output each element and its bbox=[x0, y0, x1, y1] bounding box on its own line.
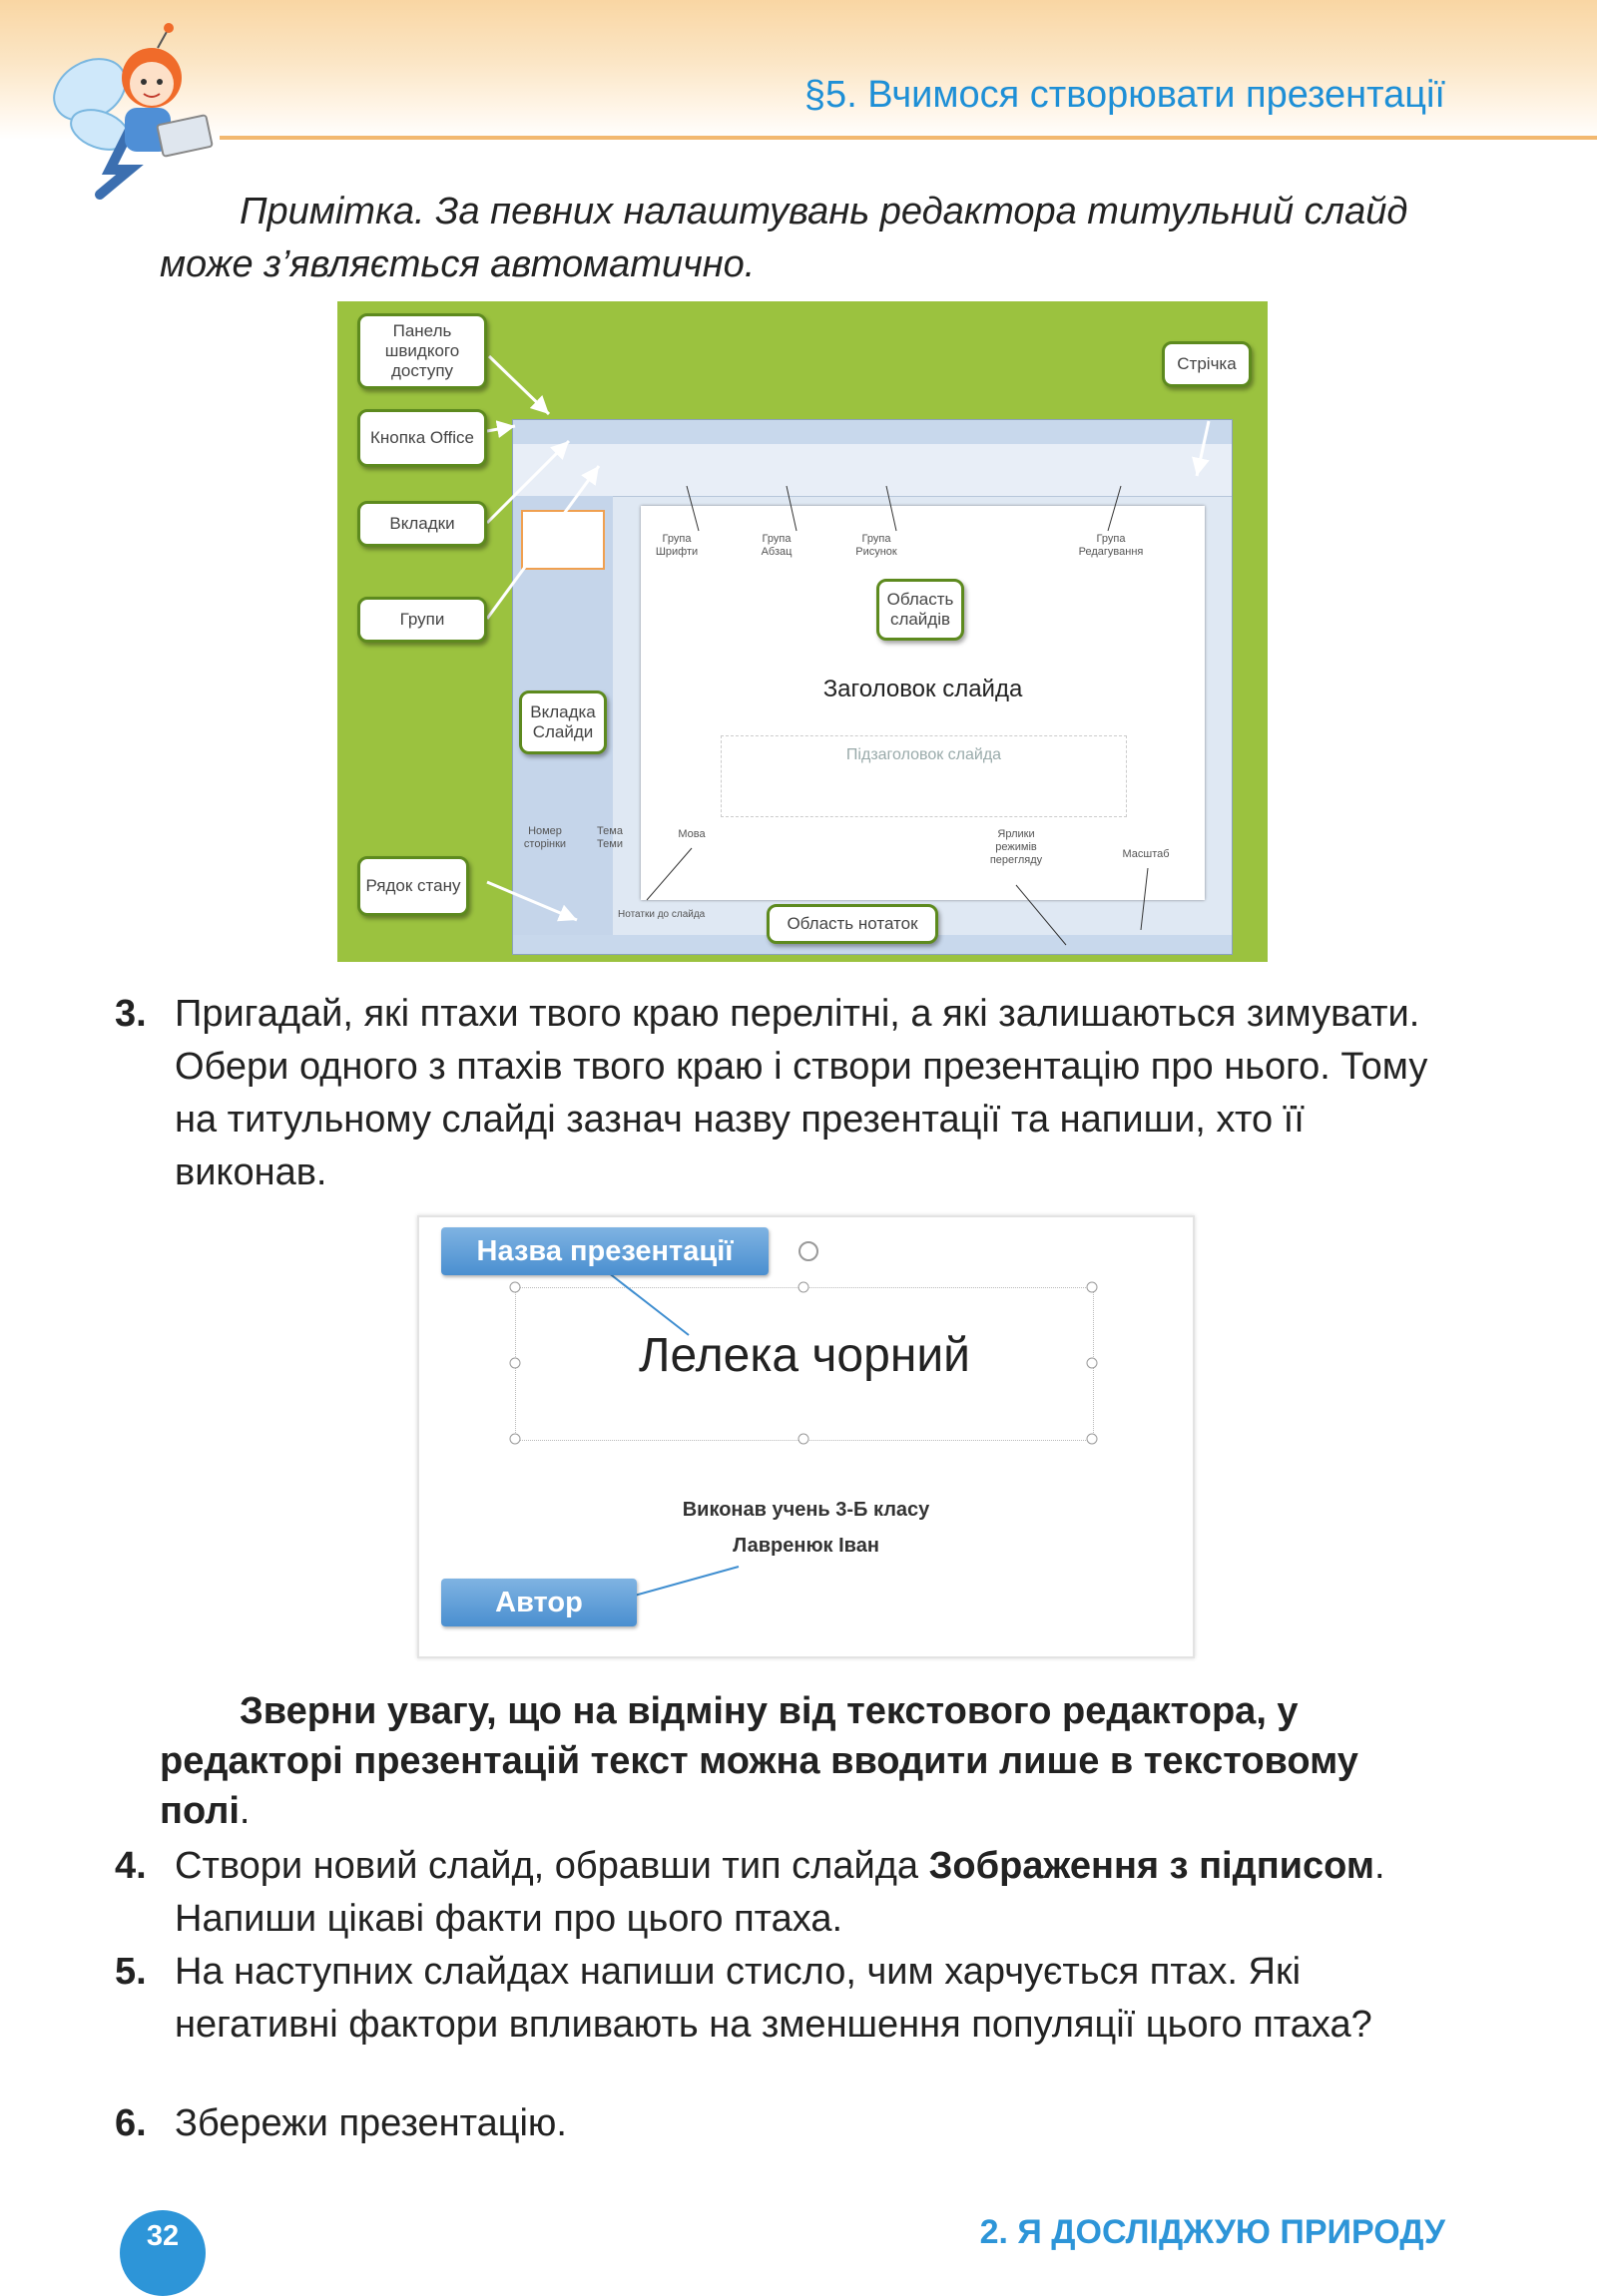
label-drawing-group: Група Рисунок bbox=[855, 533, 897, 558]
label-editing-group: Група Редагування bbox=[1078, 533, 1144, 558]
page-number: 32 bbox=[120, 2210, 206, 2296]
task-6-number: 6. bbox=[115, 2102, 147, 2144]
slide-title-placeholder: Заголовок слайда bbox=[822, 676, 1023, 702]
header-divider bbox=[220, 136, 1597, 140]
attention-period: . bbox=[239, 1790, 251, 1832]
task-3-text: Пригадай, які птахи твого краю перелітні, а які залишаються зимувати. Обери одного з птахів твого краю і створи презентацію про нього. Тому на титульному слайді зазнач назву презентації та напиши, хто її виконав. bbox=[175, 993, 1428, 1193]
slide-subtitle-placeholder: Підзаголовок слайда bbox=[845, 746, 1002, 763]
attention-paragraph bbox=[160, 1686, 1442, 1836]
label-slide-number: Номер сторінки bbox=[523, 825, 567, 850]
callout-office-button: Кнопка Office bbox=[357, 409, 487, 467]
label-language: Мова bbox=[678, 828, 706, 840]
task-5 bbox=[115, 1946, 1442, 2052]
task-4-text-start: Створи новий слайд, обравши тип слайда bbox=[175, 1845, 929, 1887]
callout-status-bar: Рядок стану bbox=[357, 856, 469, 916]
chapter-title: §5. Вчимося створювати презентації bbox=[803, 74, 1445, 116]
task-6 bbox=[115, 2097, 1442, 2150]
callout-ribbon: Стрічка bbox=[1162, 341, 1252, 387]
header-band bbox=[0, 0, 1597, 140]
fairy-mascot-icon bbox=[40, 20, 230, 200]
author-line-1: Виконав учень 3-Б класу bbox=[682, 1499, 930, 1521]
author-line-2: Лавренюк Іван bbox=[733, 1535, 879, 1557]
label-paragraph-group: Група Абзац bbox=[761, 533, 793, 558]
callout-notes-area: Область нотаток bbox=[767, 904, 938, 944]
task-4 bbox=[115, 1840, 1442, 1946]
task-6-text: Збережи презентацію. bbox=[175, 2102, 567, 2144]
callout-slides-tab: Вкладка Слайди bbox=[519, 690, 607, 754]
title-slide-screenshot bbox=[417, 1215, 1195, 1658]
task-5-text: На наступних слайдах напиши стисло, чим харчується птах. Які негативні фактори впливають на зменшення популяції цього птаха? bbox=[175, 1951, 1372, 2046]
label-zoom: Масштаб bbox=[1122, 848, 1170, 860]
task-5-number: 5. bbox=[115, 1951, 147, 1993]
task-4-text-end: . Напиши цікаві факти про цього птаха. bbox=[175, 1845, 1385, 1940]
note-paragraph: Примітка. За певних налаштувань редактора титульний слайд може з’являється автоматично. bbox=[160, 191, 1408, 285]
callout-quick-access: Панель швидкого доступу bbox=[357, 313, 487, 389]
callout-groups: Групи bbox=[357, 597, 487, 643]
notes-placeholder: Нотатки до слайда bbox=[618, 909, 706, 920]
attention-text: Зверни увагу, що на відміну від текстового редактора, у редакторі презентацій текст можна вводити лише в текстовому полі bbox=[160, 1690, 1358, 1832]
author-label: Автор bbox=[441, 1579, 637, 1626]
task-4-number: 4. bbox=[115, 1845, 147, 1887]
label-font-group: Група Шрифти bbox=[655, 533, 699, 558]
label-view-shortcuts: Ярлики режимів перегляду bbox=[989, 828, 1043, 866]
footer-section-title: 2. Я ДОСЛІДЖУЮ ПРИРОДУ bbox=[979, 2213, 1445, 2251]
task-3 bbox=[115, 988, 1442, 1199]
callout-slide-area: Область слайдів bbox=[876, 579, 964, 641]
task-4-slide-type: Зображення з підписом bbox=[928, 1845, 1374, 1887]
powerpoint-screenshot bbox=[337, 301, 1268, 962]
task-3-number: 3. bbox=[115, 993, 147, 1035]
callout-tabs: Вкладки bbox=[357, 501, 487, 547]
slide-title-text: Лелека чорний bbox=[639, 1329, 970, 1382]
label-theme: Тема Теми bbox=[597, 825, 623, 850]
presentation-title-label: Назва презентації bbox=[441, 1227, 769, 1275]
